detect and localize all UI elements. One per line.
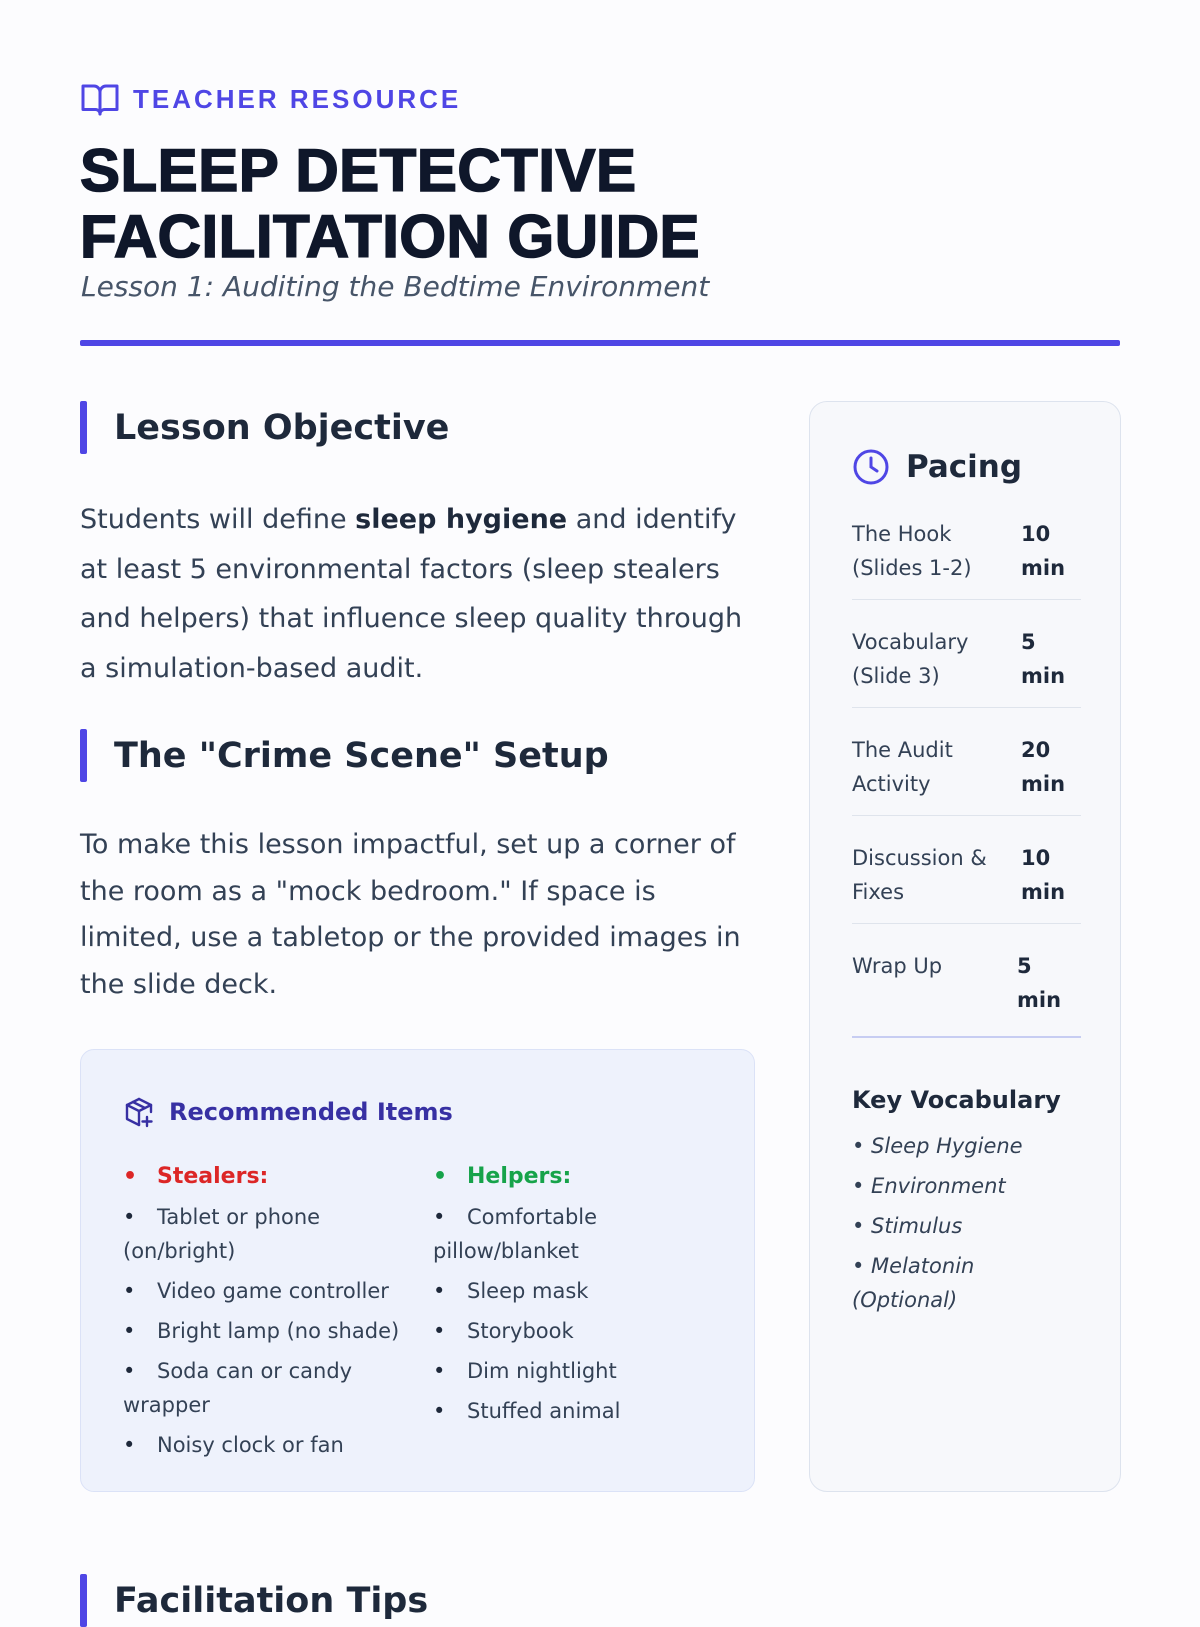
list-item [433, 1274, 723, 1308]
pacing-row [852, 517, 1081, 600]
tips-heading [80, 1574, 428, 1627]
package-plus-icon [123, 1096, 155, 1128]
pacing-row [852, 949, 1081, 1012]
bullet: • [123, 1359, 136, 1383]
recommended-items-header [123, 1096, 453, 1128]
pacing-row [852, 841, 1081, 924]
section-accent-bar [80, 401, 87, 454]
vocabulary-title: Key Vocabulary [852, 1086, 1061, 1114]
bullet: • [433, 1205, 446, 1229]
objective-text-end: and identify at least 5 environmental factors (sleep stealers and helpers) that influence sleep quality through a simulation-based audit. [80, 504, 743, 684]
vocabulary-item: • Stimulus [852, 1214, 963, 1238]
pacing-time: 10 min [1021, 522, 1066, 580]
section-accent-bar [80, 729, 87, 782]
helper-item: Dim nightlight [467, 1359, 617, 1383]
pacing-row [852, 733, 1081, 816]
recommended-items-card [80, 1049, 755, 1492]
title-line-2: FACILITATION GUIDE [80, 203, 701, 270]
list-item [433, 1354, 723, 1388]
list-item [123, 1428, 408, 1462]
section-accent-bar [80, 1574, 87, 1627]
bullet: • [123, 1319, 136, 1343]
stealers-label-text: Stealers: [157, 1164, 269, 1189]
vocabulary-item: • Melatonin (Optional) [852, 1254, 975, 1312]
vocabulary-list [852, 1129, 1081, 1323]
sidebar-divider [852, 1036, 1081, 1038]
objective-text-start: Students will define [80, 504, 356, 535]
pacing-time: 10 min [1021, 846, 1066, 904]
page-subtitle: Lesson 1: Auditing the Bedtime Environment [81, 270, 710, 303]
pacing-sidebar [809, 401, 1121, 1492]
vocabulary-item: • Environment [852, 1174, 1006, 1198]
bullet: • [433, 1399, 446, 1423]
helper-item: Comfortable pillow/blanket [433, 1205, 598, 1263]
stealer-item: Bright lamp (no shade) [157, 1319, 400, 1343]
list-item [123, 1354, 408, 1422]
stealers-label [123, 1160, 408, 1194]
setup-heading [80, 729, 609, 782]
stealer-item: Noisy clock or fan [157, 1433, 344, 1457]
pacing-time: 5 min [1021, 630, 1066, 688]
book-open-icon [81, 82, 119, 116]
stealers-column [123, 1160, 408, 1468]
bullet: • [433, 1279, 446, 1303]
bullet: • [433, 1359, 446, 1383]
tips-heading-text: Facilitation Tips [114, 1580, 429, 1621]
title-line-1: SLEEP DETECTIVE [80, 137, 637, 204]
list-item [123, 1200, 408, 1268]
pacing-activity: Discussion & Fixes [852, 846, 987, 904]
pacing-time: 5 min [1017, 954, 1062, 1012]
list-item [433, 1200, 723, 1268]
helpers-label [433, 1160, 723, 1194]
helpers-label-text: Helpers: [467, 1164, 572, 1189]
helper-item: Sleep mask [467, 1279, 589, 1303]
objective-keyword: sleep hygiene [355, 504, 568, 535]
setup-heading-text: The "Crime Scene" Setup [114, 735, 609, 776]
header-divider [80, 340, 1120, 346]
pacing-activity: The Hook (Slides 1-2) [852, 522, 972, 580]
list-item [123, 1314, 408, 1348]
pacing-title: Pacing [906, 449, 1023, 485]
pacing-row [852, 625, 1081, 708]
pacing-activity: The Audit Activity [852, 738, 953, 796]
pacing-activity: Wrap Up [852, 954, 943, 978]
recommended-items-title: Recommended Items [169, 1098, 453, 1126]
stealer-item: Video game controller [157, 1279, 389, 1303]
bullet: • [123, 1164, 138, 1189]
eyebrow-label: TEACHER RESOURCE [133, 83, 462, 114]
list-item [433, 1314, 723, 1348]
bullet: • [123, 1279, 136, 1303]
helper-item: Stuffed animal [467, 1399, 621, 1423]
helpers-column [433, 1160, 723, 1434]
list-item [123, 1274, 408, 1308]
setup-text: To make this lesson impactful, set up a corner of the room as a "mock bedroom." If space is limited, use a tabletop or the provided images in the slide deck. [80, 829, 741, 1000]
pacing-header [852, 448, 1022, 486]
pacing-activity: Vocabulary (Slide 3) [852, 630, 969, 688]
list-item [433, 1394, 723, 1428]
bullet: • [433, 1319, 446, 1343]
stealer-item: Tablet or phone (on/bright) [123, 1205, 321, 1263]
bullet: • [123, 1205, 136, 1229]
objective-heading [80, 401, 449, 454]
bullet: • [433, 1164, 448, 1189]
objective-heading-text: Lesson Objective [114, 407, 450, 448]
eyebrow [81, 82, 461, 116]
stealer-item: Soda can or candy wrapper [123, 1359, 353, 1417]
clock-icon [852, 448, 890, 486]
helper-item: Storybook [467, 1319, 574, 1343]
bullet: • [123, 1433, 136, 1457]
vocabulary-item: • Sleep Hygiene [852, 1134, 1023, 1158]
pacing-time: 20 min [1021, 738, 1066, 796]
objective-text [80, 495, 760, 693]
page-title [80, 138, 700, 270]
